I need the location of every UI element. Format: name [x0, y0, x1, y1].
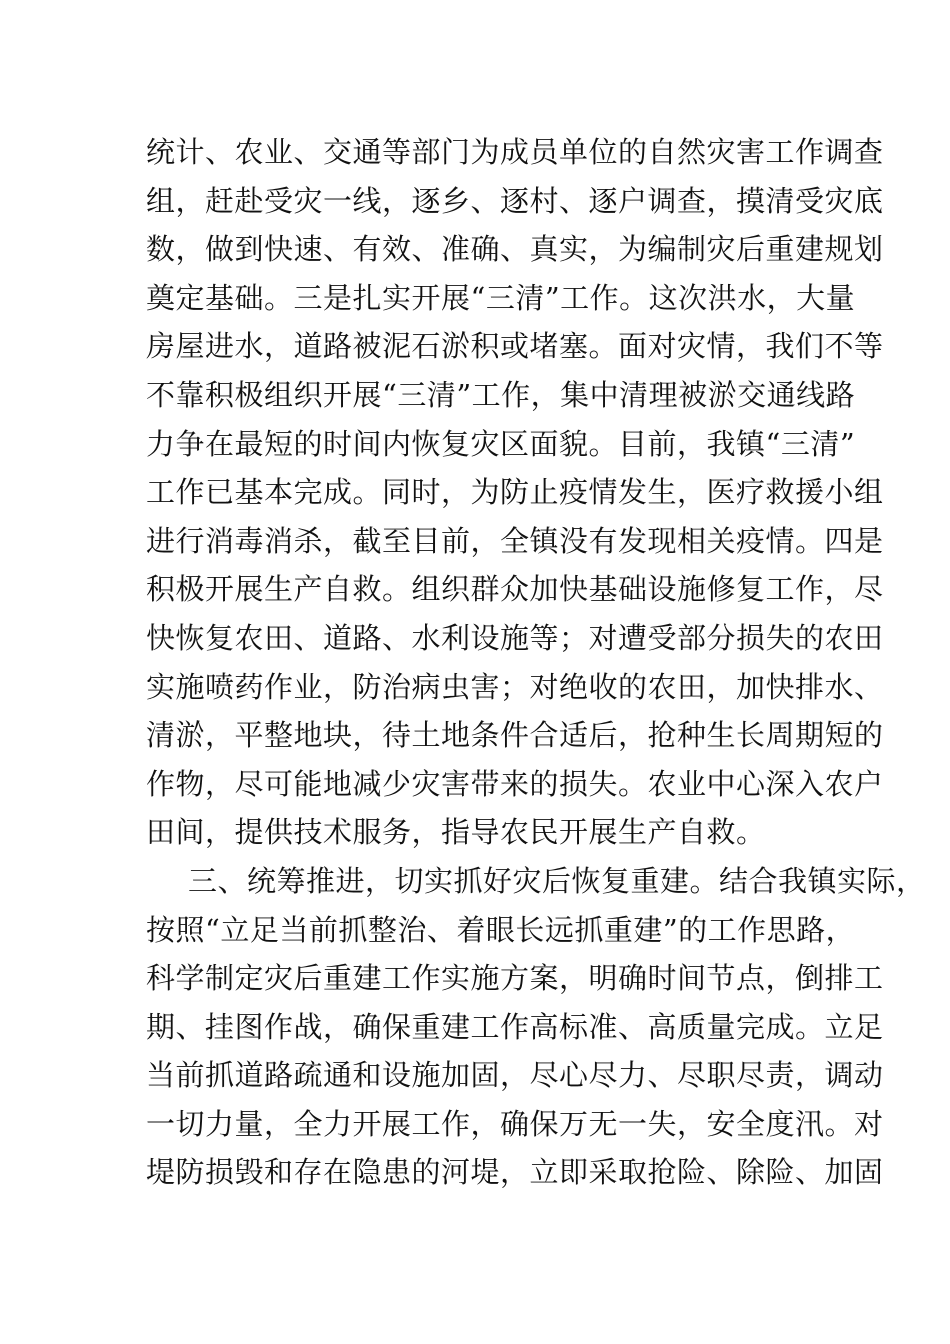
text-line: 奠定基础。三是扎实开展“三清”工作。这次洪水，大量 — [146, 280, 856, 315]
text-line: 不靠积极组织开展“三清”工作，集中清理被淤交通线路 — [146, 377, 856, 412]
text-line: 工作已基本完成。同时，为防止疫情发生，医疗救援小组 — [146, 475, 884, 510]
text-line: 堤防损毁和存在隐患的河堤，立即采取抢险、除险、加固 — [146, 1155, 884, 1190]
text-line: 积极开展生产自救。组织群众加快基础设施修复工作，尽 — [146, 572, 884, 607]
text-line: 按照“立足当前抓整治、着眼长远抓重建”的工作思路， — [146, 912, 856, 947]
text-line: 统计、农业、交通等部门为成员单位的自然灾害工作调查 — [146, 135, 884, 169]
text-line: 科学制定灾后重建工作实施方案，明确时间节点，倒排工 — [146, 961, 884, 996]
text-line: 组，赶赴受灾一线，逐乡、逐村、逐户调查，摸清受灾底 — [146, 183, 884, 218]
text-line: 当前抓道路疏通和设施加固，尽心尽力、尽职尽责，调动 — [146, 1058, 884, 1093]
text-line: 田间，提供技术服务，指导农民开展生产自救。 — [146, 815, 766, 850]
text-line: 房屋进水，道路被泥石淤积或堵塞。面对灾情，我们不等 — [146, 329, 884, 364]
section-heading-line: 三、统筹推进，切实抓好灾后恢复重建。结合我镇实际， — [188, 863, 926, 898]
text-line: 期、挂图作战，确保重建工作高标准、高质量完成。立足 — [146, 1009, 884, 1044]
text-line: 清淤，平整地块，待土地条件合适后，抢种生长周期短的 — [146, 718, 884, 753]
text-line: 数，做到快速、有效、准确、真实，为编制灾后重建规划 — [146, 232, 884, 267]
text-line: 实施喷药作业，防治病虫害；对绝收的农田，加快排水、 — [146, 669, 884, 704]
body-text — [146, 128, 926, 1197]
text-line: 进行消毒消杀，截至目前，全镇没有发现相关疫情。四是 — [146, 523, 884, 558]
text-line: 一切力量，全力开展工作，确保万无一失，安全度汛。对 — [146, 1106, 884, 1141]
text-line: 快恢复农田、道路、水利设施等；对遭受部分损失的农田 — [146, 620, 884, 655]
text-line: 作物，尽可能地减少灾害带来的损失。农业中心深入农户 — [146, 766, 884, 801]
text-line: 力争在最短的时间内恢复灾区面貌。目前，我镇“三清” — [146, 426, 856, 461]
